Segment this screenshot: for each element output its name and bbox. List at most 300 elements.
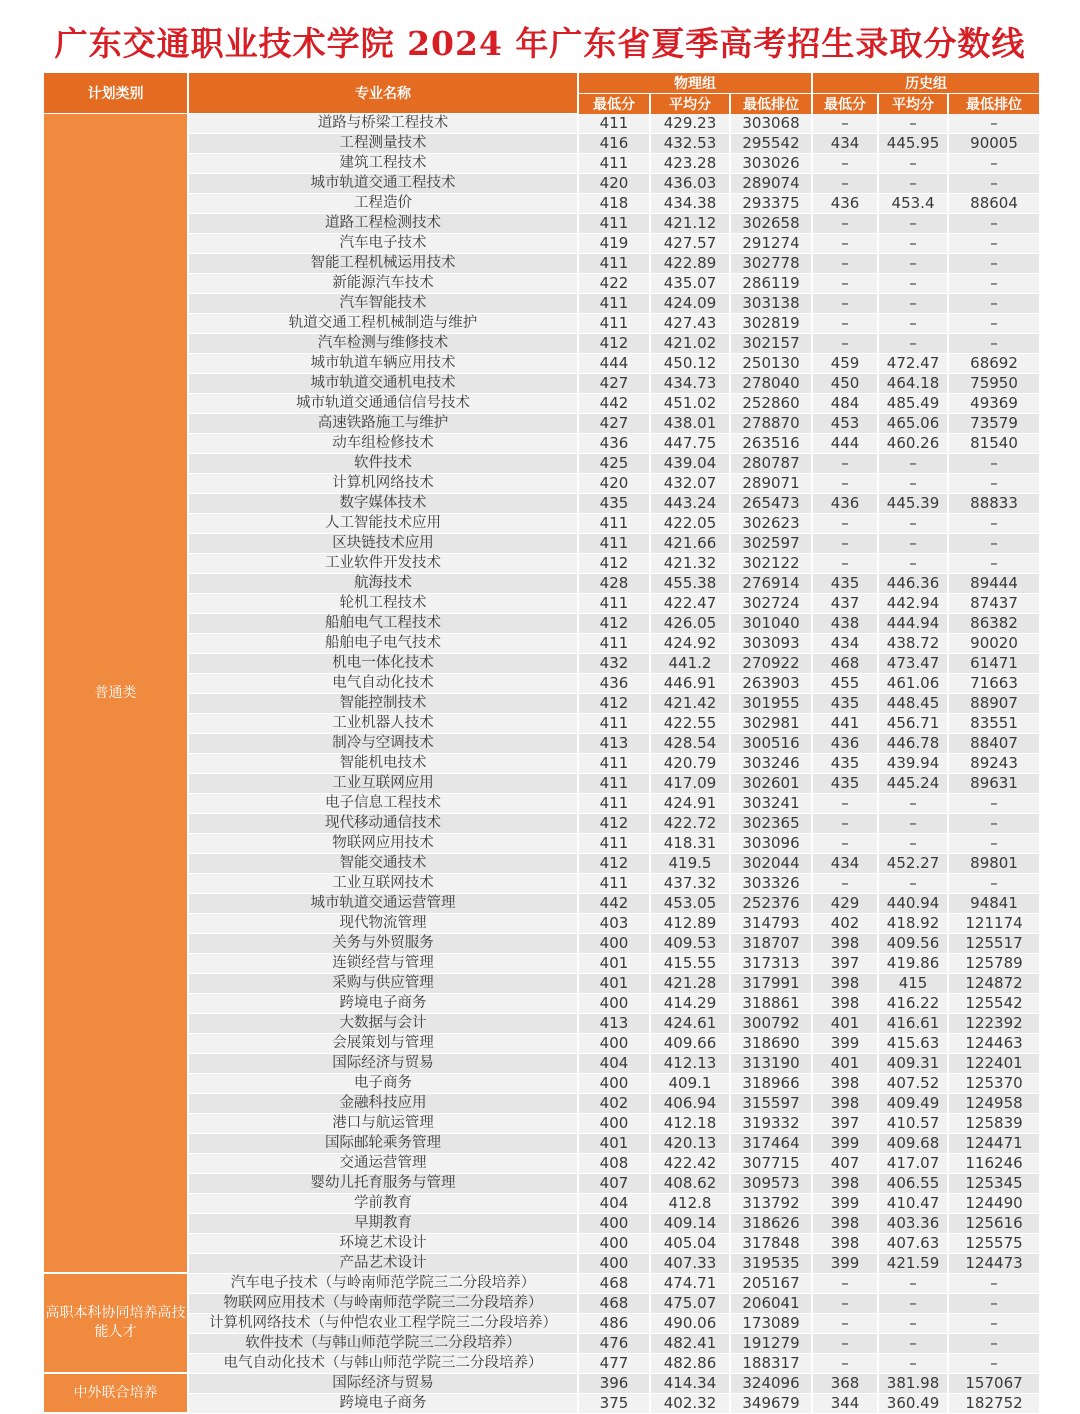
history-min-score-cell: – bbox=[813, 114, 879, 134]
table-row bbox=[44, 874, 1039, 894]
physics-min-rank-cell: 301040 bbox=[731, 614, 813, 634]
history-avg-score-cell: 409.56 bbox=[879, 934, 949, 954]
physics-avg-score-cell: 426.05 bbox=[651, 614, 731, 634]
major-name-cell: 动车组检修技术 bbox=[189, 434, 579, 454]
history-min-rank-cell: – bbox=[949, 1274, 1039, 1294]
physics-avg-score-cell: 409.66 bbox=[651, 1034, 731, 1054]
physics-min-score-cell: 418 bbox=[579, 194, 651, 214]
history-min-score-cell: 435 bbox=[813, 774, 879, 794]
major-name-cell: 交通运营管理 bbox=[189, 1154, 579, 1174]
physics-min-rank-cell: 289071 bbox=[731, 474, 813, 494]
history-min-rank-cell: 90020 bbox=[949, 634, 1039, 654]
physics-min-rank-cell: 302819 bbox=[731, 314, 813, 334]
physics-min-rank-cell: 303068 bbox=[731, 114, 813, 134]
physics-avg-score-cell: 450.12 bbox=[651, 354, 731, 374]
major-name-cell: 跨境电子商务 bbox=[189, 994, 579, 1014]
physics-avg-score-cell: 402.32 bbox=[651, 1394, 731, 1414]
table-row bbox=[44, 474, 1039, 494]
admission-score-table bbox=[44, 73, 1039, 1414]
table-row bbox=[44, 1094, 1039, 1114]
history-min-rank-cell: – bbox=[949, 1294, 1039, 1314]
history-min-score-cell: 441 bbox=[813, 714, 879, 734]
physics-min-rank-cell: 276914 bbox=[731, 574, 813, 594]
history-min-score-cell: – bbox=[813, 274, 879, 294]
major-name-cell: 物联网应用技术 bbox=[189, 834, 579, 854]
physics-min-rank-cell: 309573 bbox=[731, 1174, 813, 1194]
history-min-rank-cell: 61471 bbox=[949, 654, 1039, 674]
history-min-score-cell: 407 bbox=[813, 1154, 879, 1174]
physics-avg-score-cell: 421.12 bbox=[651, 214, 731, 234]
physics-min-score-cell: 412 bbox=[579, 614, 651, 634]
history-avg-score-cell: – bbox=[879, 1294, 949, 1314]
physics-min-rank-cell: 302658 bbox=[731, 214, 813, 234]
table-row bbox=[44, 1334, 1039, 1354]
major-name-cell: 产品艺术设计 bbox=[189, 1254, 579, 1274]
physics-min-score-cell: 400 bbox=[579, 1074, 651, 1094]
physics-avg-score-cell: 421.02 bbox=[651, 334, 731, 354]
history-avg-score-cell: 417.07 bbox=[879, 1154, 949, 1174]
history-avg-score-cell: 409.31 bbox=[879, 1054, 949, 1074]
history-min-score-cell: – bbox=[813, 874, 879, 894]
major-name-cell: 船舶电气工程技术 bbox=[189, 614, 579, 634]
history-min-rank-cell: – bbox=[949, 1314, 1039, 1334]
physics-avg-score-cell: 428.54 bbox=[651, 734, 731, 754]
physics-min-score-cell: 422 bbox=[579, 274, 651, 294]
physics-min-score-cell: 411 bbox=[579, 594, 651, 614]
history-min-rank-cell: 124872 bbox=[949, 974, 1039, 994]
table-row bbox=[44, 614, 1039, 634]
table-row bbox=[44, 1174, 1039, 1194]
table-row bbox=[44, 414, 1039, 434]
physics-avg-score-cell: 475.07 bbox=[651, 1294, 731, 1314]
physics-min-score-cell: 420 bbox=[579, 474, 651, 494]
physics-min-rank-cell: 318966 bbox=[731, 1074, 813, 1094]
physics-min-rank-cell: 318626 bbox=[731, 1214, 813, 1234]
history-min-score-cell: – bbox=[813, 214, 879, 234]
history-avg-score-cell: – bbox=[879, 1274, 949, 1294]
major-name-cell: 电气自动化技术（与韩山师范学院三二分段培养） bbox=[189, 1354, 579, 1374]
physics-min-rank-cell: 302778 bbox=[731, 254, 813, 274]
major-name-cell: 环境艺术设计 bbox=[189, 1234, 579, 1254]
table-row bbox=[44, 334, 1039, 354]
history-min-rank-cell: 68692 bbox=[949, 354, 1039, 374]
physics-min-rank-cell: 252376 bbox=[731, 894, 813, 914]
history-min-score-cell: 398 bbox=[813, 1174, 879, 1194]
major-name-cell: 智能交通技术 bbox=[189, 854, 579, 874]
table-row bbox=[44, 254, 1039, 274]
history-avg-score-cell: – bbox=[879, 274, 949, 294]
table-row bbox=[44, 1214, 1039, 1234]
physics-min-rank-cell: 278040 bbox=[731, 374, 813, 394]
physics-min-score-cell: 411 bbox=[579, 254, 651, 274]
physics-min-score-cell: 411 bbox=[579, 534, 651, 554]
physics-min-score-cell: 444 bbox=[579, 354, 651, 374]
table-row bbox=[44, 774, 1039, 794]
physics-avg-score-cell: 414.29 bbox=[651, 994, 731, 1014]
history-min-score-cell: 444 bbox=[813, 434, 879, 454]
history-min-score-cell: – bbox=[813, 234, 879, 254]
physics-min-score-cell: 396 bbox=[579, 1374, 651, 1394]
physics-avg-score-cell: 443.24 bbox=[651, 494, 731, 514]
physics-avg-score-cell: 409.53 bbox=[651, 934, 731, 954]
history-min-rank-cell: – bbox=[949, 1334, 1039, 1354]
major-name-cell: 大数据与会计 bbox=[189, 1014, 579, 1034]
major-name-cell: 船舶电子电气技术 bbox=[189, 634, 579, 654]
history-avg-score-cell: – bbox=[879, 1314, 949, 1334]
major-name-cell: 智能控制技术 bbox=[189, 694, 579, 714]
major-name-cell: 关务与外贸服务 bbox=[189, 934, 579, 954]
physics-min-score-cell: 411 bbox=[579, 214, 651, 234]
history-avg-score-cell: 442.94 bbox=[879, 594, 949, 614]
physics-min-rank-cell: 300792 bbox=[731, 1014, 813, 1034]
physics-min-score-cell: 436 bbox=[579, 674, 651, 694]
history-min-score-cell: – bbox=[813, 1274, 879, 1294]
history-avg-score-cell: – bbox=[879, 294, 949, 314]
physics-min-rank-cell: 317848 bbox=[731, 1234, 813, 1254]
physics-min-score-cell: 400 bbox=[579, 1254, 651, 1274]
table-row bbox=[44, 514, 1039, 534]
history-min-rank-cell: 75950 bbox=[949, 374, 1039, 394]
history-avg-score-cell: 410.57 bbox=[879, 1114, 949, 1134]
physics-avg-score-cell: 474.71 bbox=[651, 1274, 731, 1294]
physics-min-score-cell: 411 bbox=[579, 294, 651, 314]
history-avg-score-cell: – bbox=[879, 174, 949, 194]
physics-min-rank-cell: 289074 bbox=[731, 174, 813, 194]
physics-avg-score-cell: 482.41 bbox=[651, 1334, 731, 1354]
history-min-rank-cell: – bbox=[949, 834, 1039, 854]
history-min-score-cell: 436 bbox=[813, 734, 879, 754]
history-min-rank-cell: 73579 bbox=[949, 414, 1039, 434]
table-row bbox=[44, 194, 1039, 214]
major-name-cell: 婴幼儿托育服务与管理 bbox=[189, 1174, 579, 1194]
table-row bbox=[44, 174, 1039, 194]
history-min-score-cell: 438 bbox=[813, 614, 879, 634]
physics-min-score-cell: 419 bbox=[579, 234, 651, 254]
table-row bbox=[44, 274, 1039, 294]
table-row bbox=[44, 594, 1039, 614]
history-avg-score-cell: – bbox=[879, 874, 949, 894]
major-name-cell: 金融科技应用 bbox=[189, 1094, 579, 1114]
physics-avg-score-cell: 412.8 bbox=[651, 1194, 731, 1214]
physics-min-rank-cell: 303138 bbox=[731, 294, 813, 314]
physics-min-rank-cell: 302044 bbox=[731, 854, 813, 874]
history-avg-score-cell: 415.63 bbox=[879, 1034, 949, 1054]
major-name-cell: 城市轨道交通通信信号技术 bbox=[189, 394, 579, 414]
history-min-score-cell: 455 bbox=[813, 674, 879, 694]
physics-min-rank-cell: 250130 bbox=[731, 354, 813, 374]
physics-avg-score-cell: 424.92 bbox=[651, 634, 731, 654]
physics-min-rank-cell: 295542 bbox=[731, 134, 813, 154]
table-row bbox=[44, 974, 1039, 994]
physics-min-score-cell: 403 bbox=[579, 914, 651, 934]
major-name-cell: 国际经济与贸易 bbox=[189, 1374, 579, 1394]
physics-min-rank-cell: 205167 bbox=[731, 1274, 813, 1294]
physics-avg-score-cell: 446.91 bbox=[651, 674, 731, 694]
history-avg-score-cell: 407.52 bbox=[879, 1074, 949, 1094]
major-name-cell: 软件技术（与韩山师范学院三二分段培养） bbox=[189, 1334, 579, 1354]
physics-min-score-cell: 476 bbox=[579, 1334, 651, 1354]
physics-min-rank-cell: 301955 bbox=[731, 694, 813, 714]
physics-avg-score-cell: 412.13 bbox=[651, 1054, 731, 1074]
table-row bbox=[44, 794, 1039, 814]
physics-avg-score-cell: 409.1 bbox=[651, 1074, 731, 1094]
physics-min-rank-cell: 302157 bbox=[731, 334, 813, 354]
major-name-cell: 汽车电子技术 bbox=[189, 234, 579, 254]
history-avg-score-cell: 407.63 bbox=[879, 1234, 949, 1254]
physics-avg-score-cell: 412.89 bbox=[651, 914, 731, 934]
physics-min-score-cell: 442 bbox=[579, 894, 651, 914]
physics-min-score-cell: 411 bbox=[579, 314, 651, 334]
history-avg-score-cell: 415 bbox=[879, 974, 949, 994]
physics-avg-score-cell: 418.31 bbox=[651, 834, 731, 854]
history-min-score-cell: – bbox=[813, 254, 879, 274]
major-name-cell: 人工智能技术应用 bbox=[189, 514, 579, 534]
table-row bbox=[44, 434, 1039, 454]
history-min-rank-cell: – bbox=[949, 294, 1039, 314]
history-min-rank-cell: – bbox=[949, 534, 1039, 554]
history-avg-score-cell: – bbox=[879, 334, 949, 354]
history-avg-score-cell: 456.71 bbox=[879, 714, 949, 734]
history-min-rank-cell: – bbox=[949, 234, 1039, 254]
history-avg-score-cell: 446.78 bbox=[879, 734, 949, 754]
physics-min-score-cell: 411 bbox=[579, 114, 651, 134]
physics-min-rank-cell: 206041 bbox=[731, 1294, 813, 1314]
physics-avg-score-cell: 423.28 bbox=[651, 154, 731, 174]
physics-min-score-cell: 442 bbox=[579, 394, 651, 414]
physics-avg-score-cell: 436.03 bbox=[651, 174, 731, 194]
history-avg-score-cell: – bbox=[879, 314, 949, 334]
physics-min-score-cell: 412 bbox=[579, 334, 651, 354]
history-min-score-cell: 434 bbox=[813, 134, 879, 154]
history-min-rank-cell: 125616 bbox=[949, 1214, 1039, 1234]
history-min-rank-cell: 81540 bbox=[949, 434, 1039, 454]
physics-min-rank-cell: 303093 bbox=[731, 634, 813, 654]
history-min-rank-cell: – bbox=[949, 254, 1039, 274]
physics-avg-score-cell: 424.91 bbox=[651, 794, 731, 814]
physics-avg-score-cell: 408.62 bbox=[651, 1174, 731, 1194]
physics-min-score-cell: 411 bbox=[579, 154, 651, 174]
history-min-score-cell: 401 bbox=[813, 1014, 879, 1034]
physics-min-rank-cell: 318861 bbox=[731, 994, 813, 1014]
header-history-min-rank: 最低排位 bbox=[949, 94, 1039, 114]
table-row bbox=[44, 554, 1039, 574]
history-min-score-cell: – bbox=[813, 1294, 879, 1314]
history-min-rank-cell: – bbox=[949, 214, 1039, 234]
physics-min-score-cell: 375 bbox=[579, 1394, 651, 1414]
physics-avg-score-cell: 427.43 bbox=[651, 314, 731, 334]
physics-min-score-cell: 420 bbox=[579, 174, 651, 194]
major-name-cell: 工程造价 bbox=[189, 194, 579, 214]
header-physics-avg-score: 平均分 bbox=[651, 94, 731, 114]
physics-avg-score-cell: 421.66 bbox=[651, 534, 731, 554]
history-min-rank-cell: 116246 bbox=[949, 1154, 1039, 1174]
physics-min-score-cell: 400 bbox=[579, 1034, 651, 1054]
history-min-rank-cell: 182752 bbox=[949, 1394, 1039, 1414]
table-row bbox=[44, 1194, 1039, 1214]
physics-min-rank-cell: 315597 bbox=[731, 1094, 813, 1114]
history-avg-score-cell: – bbox=[879, 514, 949, 534]
major-name-cell: 现代移动通信技术 bbox=[189, 814, 579, 834]
physics-min-rank-cell: 263903 bbox=[731, 674, 813, 694]
table-row bbox=[44, 914, 1039, 934]
history-min-score-cell: 436 bbox=[813, 494, 879, 514]
table-row bbox=[44, 1074, 1039, 1094]
physics-avg-score-cell: 453.05 bbox=[651, 894, 731, 914]
table-row bbox=[44, 234, 1039, 254]
history-min-rank-cell: 88907 bbox=[949, 694, 1039, 714]
table-row bbox=[44, 1314, 1039, 1334]
history-min-rank-cell: – bbox=[949, 514, 1039, 534]
history-min-score-cell: – bbox=[813, 534, 879, 554]
physics-avg-score-cell: 437.32 bbox=[651, 874, 731, 894]
history-min-rank-cell: 86382 bbox=[949, 614, 1039, 634]
physics-min-rank-cell: 318690 bbox=[731, 1034, 813, 1054]
physics-min-score-cell: 407 bbox=[579, 1174, 651, 1194]
major-name-cell: 城市轨道交通运营管理 bbox=[189, 894, 579, 914]
major-name-cell: 物联网应用技术（与岭南师范学院三二分段培养） bbox=[189, 1294, 579, 1314]
history-min-rank-cell: 125517 bbox=[949, 934, 1039, 954]
header-physics-min-score: 最低分 bbox=[579, 94, 651, 114]
physics-avg-score-cell: 455.38 bbox=[651, 574, 731, 594]
table-row bbox=[44, 834, 1039, 854]
history-avg-score-cell: 381.98 bbox=[879, 1374, 949, 1394]
table-row bbox=[44, 654, 1039, 674]
history-min-score-cell: 484 bbox=[813, 394, 879, 414]
physics-avg-score-cell: 422.72 bbox=[651, 814, 731, 834]
physics-avg-score-cell: 438.01 bbox=[651, 414, 731, 434]
physics-avg-score-cell: 422.55 bbox=[651, 714, 731, 734]
history-min-rank-cell: 124490 bbox=[949, 1194, 1039, 1214]
physics-avg-score-cell: 419.5 bbox=[651, 854, 731, 874]
history-min-score-cell: 459 bbox=[813, 354, 879, 374]
physics-min-score-cell: 401 bbox=[579, 954, 651, 974]
history-min-score-cell: 397 bbox=[813, 1114, 879, 1134]
physics-avg-score-cell: 490.06 bbox=[651, 1314, 731, 1334]
physics-min-score-cell: 427 bbox=[579, 414, 651, 434]
physics-min-rank-cell: 278870 bbox=[731, 414, 813, 434]
major-name-cell: 智能工程机械运用技术 bbox=[189, 254, 579, 274]
history-min-rank-cell: – bbox=[949, 274, 1039, 294]
history-min-score-cell: – bbox=[813, 514, 879, 534]
history-avg-score-cell: 416.22 bbox=[879, 994, 949, 1014]
physics-min-rank-cell: 302623 bbox=[731, 514, 813, 534]
physics-avg-score-cell: 422.89 bbox=[651, 254, 731, 274]
history-min-score-cell: 468 bbox=[813, 654, 879, 674]
history-min-rank-cell: 125542 bbox=[949, 994, 1039, 1014]
physics-min-score-cell: 400 bbox=[579, 1234, 651, 1254]
physics-min-rank-cell: 280787 bbox=[731, 454, 813, 474]
physics-avg-score-cell: 427.57 bbox=[651, 234, 731, 254]
physics-avg-score-cell: 432.07 bbox=[651, 474, 731, 494]
history-min-rank-cell: – bbox=[949, 154, 1039, 174]
physics-min-score-cell: 408 bbox=[579, 1154, 651, 1174]
history-min-rank-cell: 122401 bbox=[949, 1054, 1039, 1074]
physics-min-score-cell: 428 bbox=[579, 574, 651, 594]
physics-avg-score-cell: 421.42 bbox=[651, 694, 731, 714]
table-row bbox=[44, 214, 1039, 234]
history-min-rank-cell: – bbox=[949, 454, 1039, 474]
history-min-rank-cell: 90005 bbox=[949, 134, 1039, 154]
history-min-score-cell: – bbox=[813, 794, 879, 814]
physics-min-rank-cell: 293375 bbox=[731, 194, 813, 214]
history-avg-score-cell: 439.94 bbox=[879, 754, 949, 774]
history-min-score-cell: – bbox=[813, 1354, 879, 1374]
physics-min-score-cell: 412 bbox=[579, 554, 651, 574]
history-avg-score-cell: – bbox=[879, 214, 949, 234]
table-row bbox=[44, 1054, 1039, 1074]
history-min-rank-cell: 124958 bbox=[949, 1094, 1039, 1114]
history-min-rank-cell: – bbox=[949, 794, 1039, 814]
physics-avg-score-cell: 434.38 bbox=[651, 194, 731, 214]
major-name-cell: 现代物流管理 bbox=[189, 914, 579, 934]
physics-min-rank-cell: 302981 bbox=[731, 714, 813, 734]
table-row bbox=[44, 734, 1039, 754]
history-min-rank-cell: – bbox=[949, 814, 1039, 834]
history-min-score-cell: 344 bbox=[813, 1394, 879, 1414]
history-avg-score-cell: 418.92 bbox=[879, 914, 949, 934]
page-title: 广东交通职业技术学院 2024 年广东省夏季高考招生录取分数线 bbox=[54, 24, 1026, 63]
history-min-rank-cell: 89444 bbox=[949, 574, 1039, 594]
physics-min-rank-cell: 324096 bbox=[731, 1374, 813, 1394]
major-name-cell: 汽车检测与维修技术 bbox=[189, 334, 579, 354]
physics-min-rank-cell: 302122 bbox=[731, 554, 813, 574]
physics-avg-score-cell: 422.42 bbox=[651, 1154, 731, 1174]
physics-min-rank-cell: 307715 bbox=[731, 1154, 813, 1174]
physics-min-rank-cell: 173089 bbox=[731, 1314, 813, 1334]
physics-min-score-cell: 411 bbox=[579, 754, 651, 774]
history-avg-score-cell: – bbox=[879, 234, 949, 254]
history-min-score-cell: 402 bbox=[813, 914, 879, 934]
physics-min-rank-cell: 302724 bbox=[731, 594, 813, 614]
history-min-rank-cell: 89243 bbox=[949, 754, 1039, 774]
history-min-rank-cell: 125839 bbox=[949, 1114, 1039, 1134]
history-avg-score-cell: 464.18 bbox=[879, 374, 949, 394]
physics-min-score-cell: 413 bbox=[579, 734, 651, 754]
physics-avg-score-cell: 435.07 bbox=[651, 274, 731, 294]
major-name-cell: 道路工程检测技术 bbox=[189, 214, 579, 234]
major-name-cell: 制冷与空调技术 bbox=[189, 734, 579, 754]
plan-type-cell: 中外联合培养 bbox=[44, 1374, 189, 1414]
history-min-score-cell: 398 bbox=[813, 1234, 879, 1254]
physics-min-score-cell: 477 bbox=[579, 1354, 651, 1374]
history-min-rank-cell: 124473 bbox=[949, 1254, 1039, 1274]
physics-min-rank-cell: 303026 bbox=[731, 154, 813, 174]
physics-avg-score-cell: 441.2 bbox=[651, 654, 731, 674]
table-row bbox=[44, 1374, 1039, 1394]
physics-min-score-cell: 411 bbox=[579, 794, 651, 814]
header-major: 专业名称 bbox=[189, 73, 579, 114]
physics-min-score-cell: 411 bbox=[579, 874, 651, 894]
history-avg-score-cell: – bbox=[879, 534, 949, 554]
history-min-rank-cell: – bbox=[949, 554, 1039, 574]
physics-min-rank-cell: 314793 bbox=[731, 914, 813, 934]
history-min-score-cell: 398 bbox=[813, 1074, 879, 1094]
physics-avg-score-cell: 439.04 bbox=[651, 454, 731, 474]
major-name-cell: 智能机电技术 bbox=[189, 754, 579, 774]
table-row bbox=[44, 294, 1039, 314]
history-min-score-cell: – bbox=[813, 814, 879, 834]
physics-avg-score-cell: 409.14 bbox=[651, 1214, 731, 1234]
physics-avg-score-cell: 422.05 bbox=[651, 514, 731, 534]
table-row bbox=[44, 934, 1039, 954]
history-avg-score-cell: 461.06 bbox=[879, 674, 949, 694]
major-name-cell: 会展策划与管理 bbox=[189, 1034, 579, 1054]
physics-avg-score-cell: 417.09 bbox=[651, 774, 731, 794]
history-min-rank-cell: – bbox=[949, 174, 1039, 194]
table-row bbox=[44, 1034, 1039, 1054]
major-name-cell: 计算机网络技术 bbox=[189, 474, 579, 494]
table-row bbox=[44, 354, 1039, 374]
